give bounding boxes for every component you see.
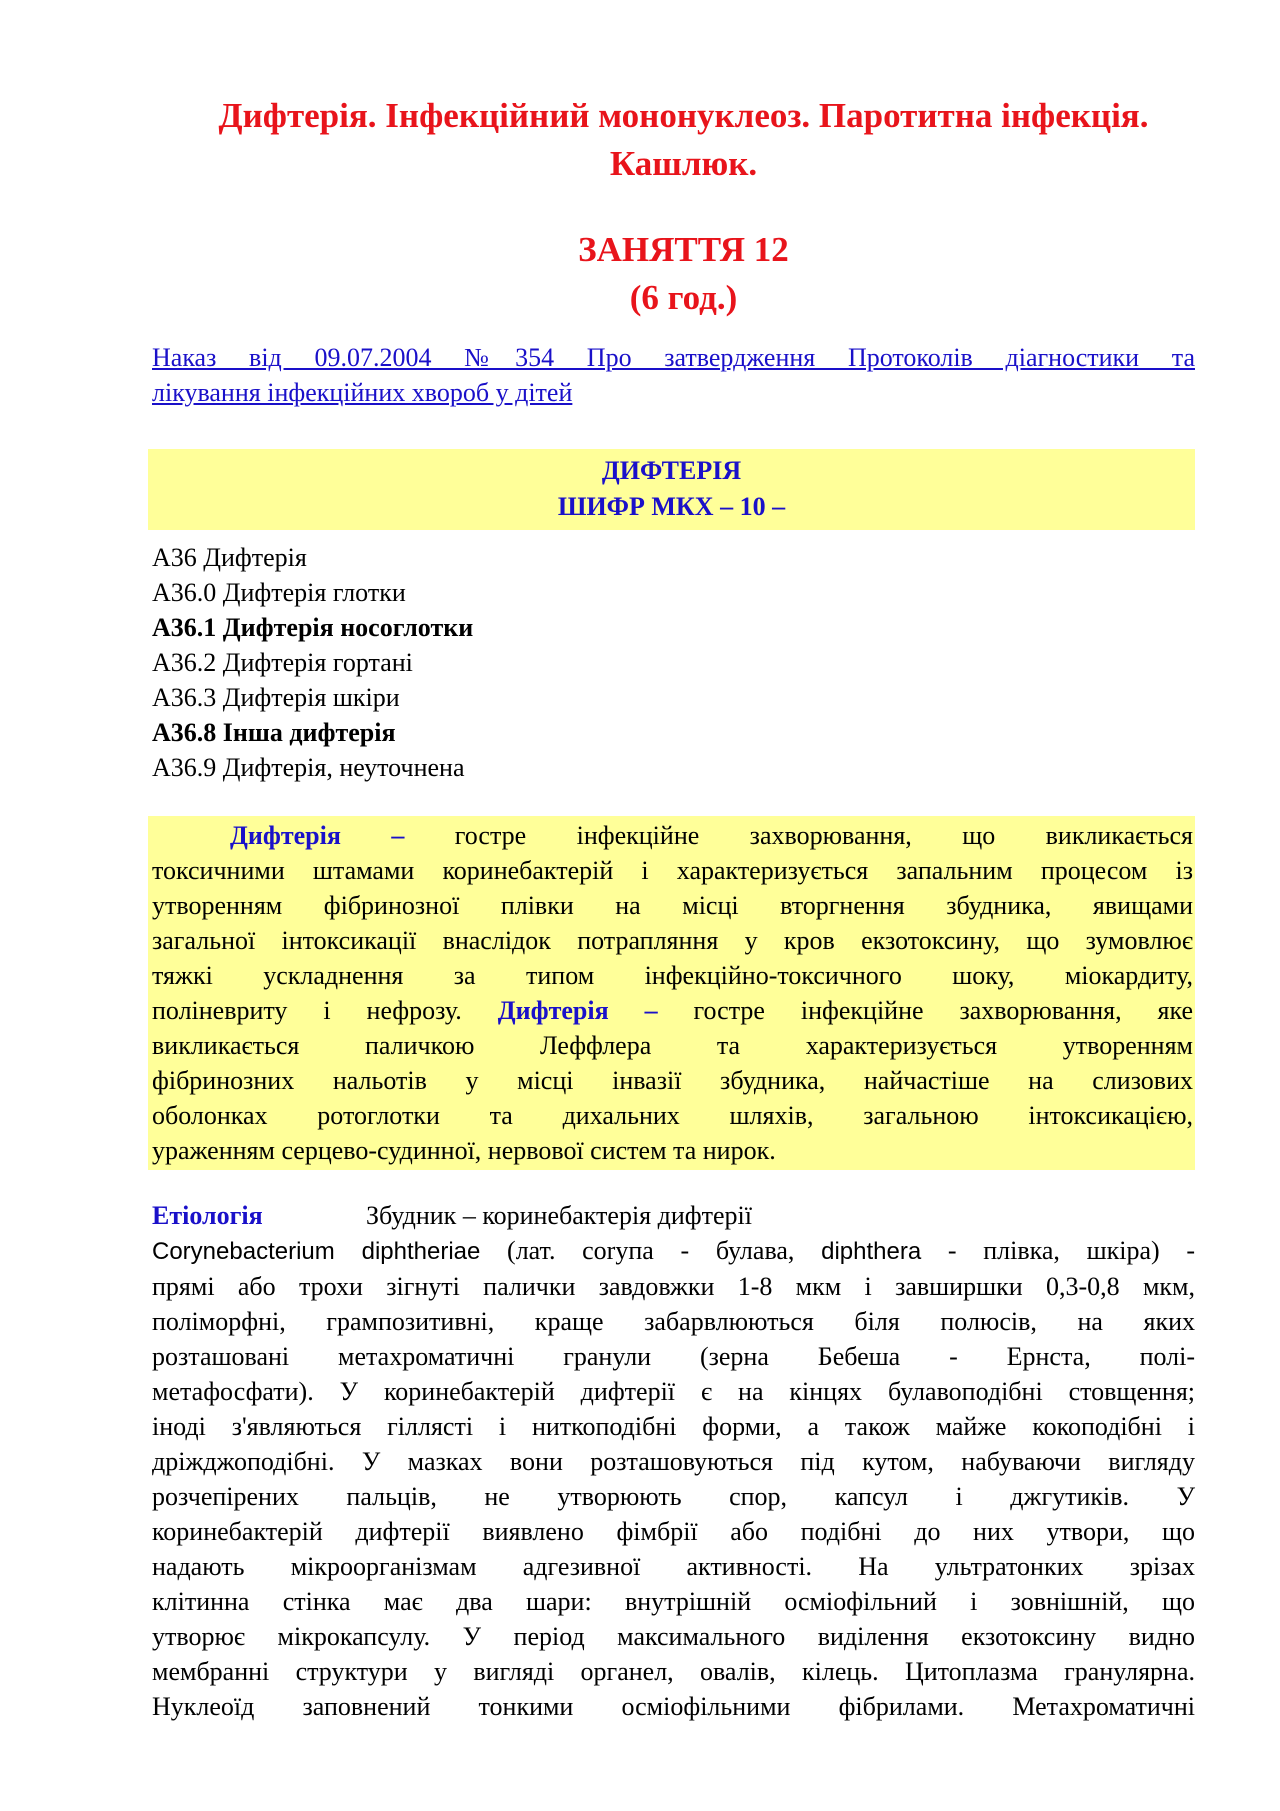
- definition-line: загальної інтоксикації внаслідок потрапляння у кров екзотоксину, що зумовлює: [152, 926, 1193, 955]
- icd-code-item: А36.3 Дифтерія шкіри: [152, 683, 400, 712]
- etiology-line: іноді з'являються гіллясті і ниткоподібні форми, а також майже кокоподібні і: [152, 1412, 1195, 1441]
- definition-line: викликається паличкою Леффлера та характеризується утворенням: [152, 1031, 1193, 1060]
- icd-code-item: А36.9 Дифтерія, неуточнена: [152, 753, 465, 782]
- etiology-line: мембранні структури у вигляді органел, овалів, кілець. Цитоплазма гранулярна.: [152, 1657, 1195, 1686]
- etiology-line: дріжджоподібні. У мазках вони розташовуються під кутом, набуваючи вигляду: [152, 1447, 1195, 1476]
- definition-line: оболонках ротоглотки та дихальних шляхів, загальною інтоксикацією,: [152, 1101, 1193, 1130]
- etiology-section: [152, 1198, 1195, 1724]
- definition-line: фібринозних нальотів у місці інвазії збудника, найчастіше на слизових: [152, 1066, 1193, 1095]
- etiology-line: коринебактерій дифтерії виявлено фімбрії або подібні до них утвори, що: [152, 1517, 1195, 1546]
- etiology-line: прямі або трохи зігнуті палички завдовжки 1-8 мкм і завширшки 0,3-0,8 мкм,: [152, 1272, 1195, 1301]
- title-line-2: Кашлюк.: [609, 144, 758, 183]
- document-title: [152, 92, 1195, 188]
- icd-code-item: А36.2 Дифтерія гортані: [152, 648, 413, 677]
- etiology-line: розчепірених пальців, не утворюють спор, капсул і джгутиків. У: [152, 1482, 1195, 1511]
- definition-line: токсичними штамами коринебактерій і характеризується запальним процесом із: [152, 856, 1193, 885]
- icd-code-list: [152, 540, 473, 785]
- lesson-heading: [152, 226, 1195, 322]
- order-link-line-1: Наказ від 09.07.2004 №354 Про затвердження Протоколів діагностики та: [152, 343, 1195, 372]
- etiology-heading-row: [152, 1198, 1195, 1233]
- definition-line: ураженням серцево-судинної, нервової систем та нирок.: [152, 1136, 776, 1165]
- definition-block: [148, 816, 1195, 1170]
- icd-code-item: А36.0 Дифтерія глотки: [152, 578, 406, 607]
- etiology-heading: Збудник – коринебактерія дифтерії: [366, 1201, 752, 1230]
- order-link-line-2: лікування інфекційних хвороб у дітей: [152, 378, 573, 407]
- order-document-link[interactable]: [152, 340, 1195, 410]
- etiology-line: розташовані метахроматичні гранули (зерна Бебеша - Ернста, полі-: [152, 1342, 1195, 1371]
- icd-code-item: А36 Дифтерія: [152, 543, 307, 572]
- lesson-label: ЗАНЯТТЯ 12: [578, 230, 789, 269]
- title-line-1: Дифтерія. Інфекційний мононуклеоз. Паротитна інфекція.: [218, 96, 1149, 135]
- etiology-line: Corynebacterium diphtheriae (лат. corупа - булава, diphthera - плівка, шкіра) -: [152, 1236, 1195, 1265]
- etiology-line: надають мікроорганізмам адгезивної активності. На ультратонких зрізах: [152, 1552, 1195, 1581]
- etiology-line: клітинна стінка має два шари: внутрішній осміофільний і зовнішній, що: [152, 1587, 1195, 1616]
- etiology-line: Нуклеоїд заповнений тонкими осміофільними фібрилами. Метахроматичні: [152, 1692, 1195, 1721]
- etiology-line: поліморфні, грампозитивні, краще забарвлюються біля полюсів, на яких: [152, 1307, 1195, 1336]
- definition-line: Дифтерія – гостре інфекційне захворювання, що викликається: [230, 821, 1193, 850]
- definition-line: утворенням фібринозної плівки на місці вторгнення збудника, явищами: [152, 891, 1193, 920]
- etiology-label: Етіологія: [152, 1201, 263, 1230]
- definition-term: Дифтерія –: [230, 821, 405, 850]
- section-title: ДИФТЕРІЯ: [601, 456, 742, 485]
- definition-line: тяжкі ускладнення за типом інфекційно-токсичного шоку, міокардиту,: [152, 961, 1193, 990]
- definition-line: поліневриту і нефрозу. Дифтерія – гостре інфекційне захворювання, яке: [152, 996, 1193, 1025]
- definition-term: Дифтерія –: [497, 996, 658, 1025]
- lesson-hours: (6 год.): [629, 278, 738, 317]
- section-code-label: ШИФР МКХ – 10 –: [557, 492, 786, 521]
- etiology-line: утворює мікрокапсулу. У період максимального виділення екзотоксину видно: [152, 1622, 1195, 1651]
- icd-code-item: А36.8 Інша дифтерія: [152, 718, 396, 747]
- latin-name: Corynebacterium diphtheriae: [152, 1238, 481, 1265]
- etiology-line: метафосфати). У коринебактерій дифтерії є на кінцях булавоподібні стовщення;: [152, 1377, 1195, 1406]
- section-header: [148, 449, 1195, 530]
- icd-code-item: А36.1 Дифтерія носоглотки: [152, 613, 474, 642]
